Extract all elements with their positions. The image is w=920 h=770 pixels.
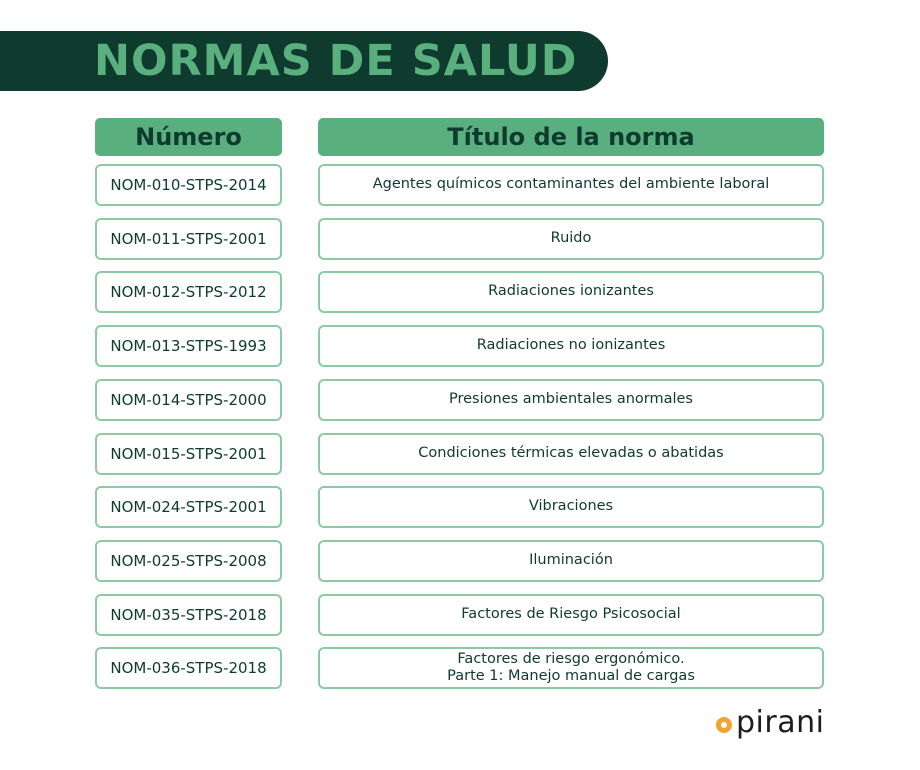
- norm-title-cell: [318, 164, 824, 206]
- norm-number-cell: NOM-036-STPS-2018: [95, 647, 282, 689]
- norm-title-line: Radiaciones no ionizantes: [476, 337, 666, 354]
- norm-title-line: Factores de Riesgo Psicosocial: [461, 606, 681, 623]
- norm-title-line: Ruido: [550, 230, 592, 247]
- norm-title-line: Vibraciones: [528, 498, 614, 515]
- norm-number-cell: NOM-010-STPS-2014: [95, 164, 282, 206]
- norm-title-line: Parte 1: Manejo manual de cargas: [447, 668, 695, 684]
- norm-title-cell: [318, 325, 824, 367]
- title-banner: [0, 31, 608, 91]
- column-header-number: Número: [95, 118, 282, 156]
- norm-title-cell: [318, 271, 824, 313]
- norm-title-cell: [318, 594, 824, 636]
- norm-number-cell: NOM-015-STPS-2001: [95, 433, 282, 475]
- norm-title-line: Presiones ambientales anormales: [449, 391, 693, 408]
- column-header-title: Título de la norma: [318, 118, 824, 156]
- page-title: NORMAS DE SALUD: [94, 35, 578, 86]
- norm-title-line: Agentes químicos contaminantes del ambiente laboral: [372, 176, 770, 193]
- norm-title-cell: [318, 486, 824, 528]
- norm-number-cell: NOM-025-STPS-2008: [95, 540, 282, 582]
- norm-number-cell: NOM-014-STPS-2000: [95, 379, 282, 421]
- norm-title-cell: [318, 647, 824, 689]
- pirani-logo: [716, 705, 825, 740]
- norm-title-cell: [318, 218, 824, 260]
- logo-text: pirani: [736, 705, 825, 740]
- norm-title-line: Condiciones térmicas elevadas o abatidas: [418, 445, 724, 462]
- norm-number-cell: NOM-024-STPS-2001: [95, 486, 282, 528]
- pirani-ring-icon: [716, 717, 732, 733]
- norm-title-line: Iluminación: [529, 552, 613, 569]
- norm-number-cell: NOM-013-STPS-1993: [95, 325, 282, 367]
- norm-title-line: Radiaciones ionizantes: [488, 283, 654, 300]
- norm-number-cell: NOM-035-STPS-2018: [95, 594, 282, 636]
- norm-number-cell: NOM-012-STPS-2012: [95, 271, 282, 313]
- norm-title-cell: [318, 433, 824, 475]
- norm-title-line: Factores de riesgo ergonómico.: [457, 650, 685, 667]
- norm-title-cell: [318, 379, 824, 421]
- norm-title-cell: [318, 540, 824, 582]
- norm-number-cell: NOM-011-STPS-2001: [95, 218, 282, 260]
